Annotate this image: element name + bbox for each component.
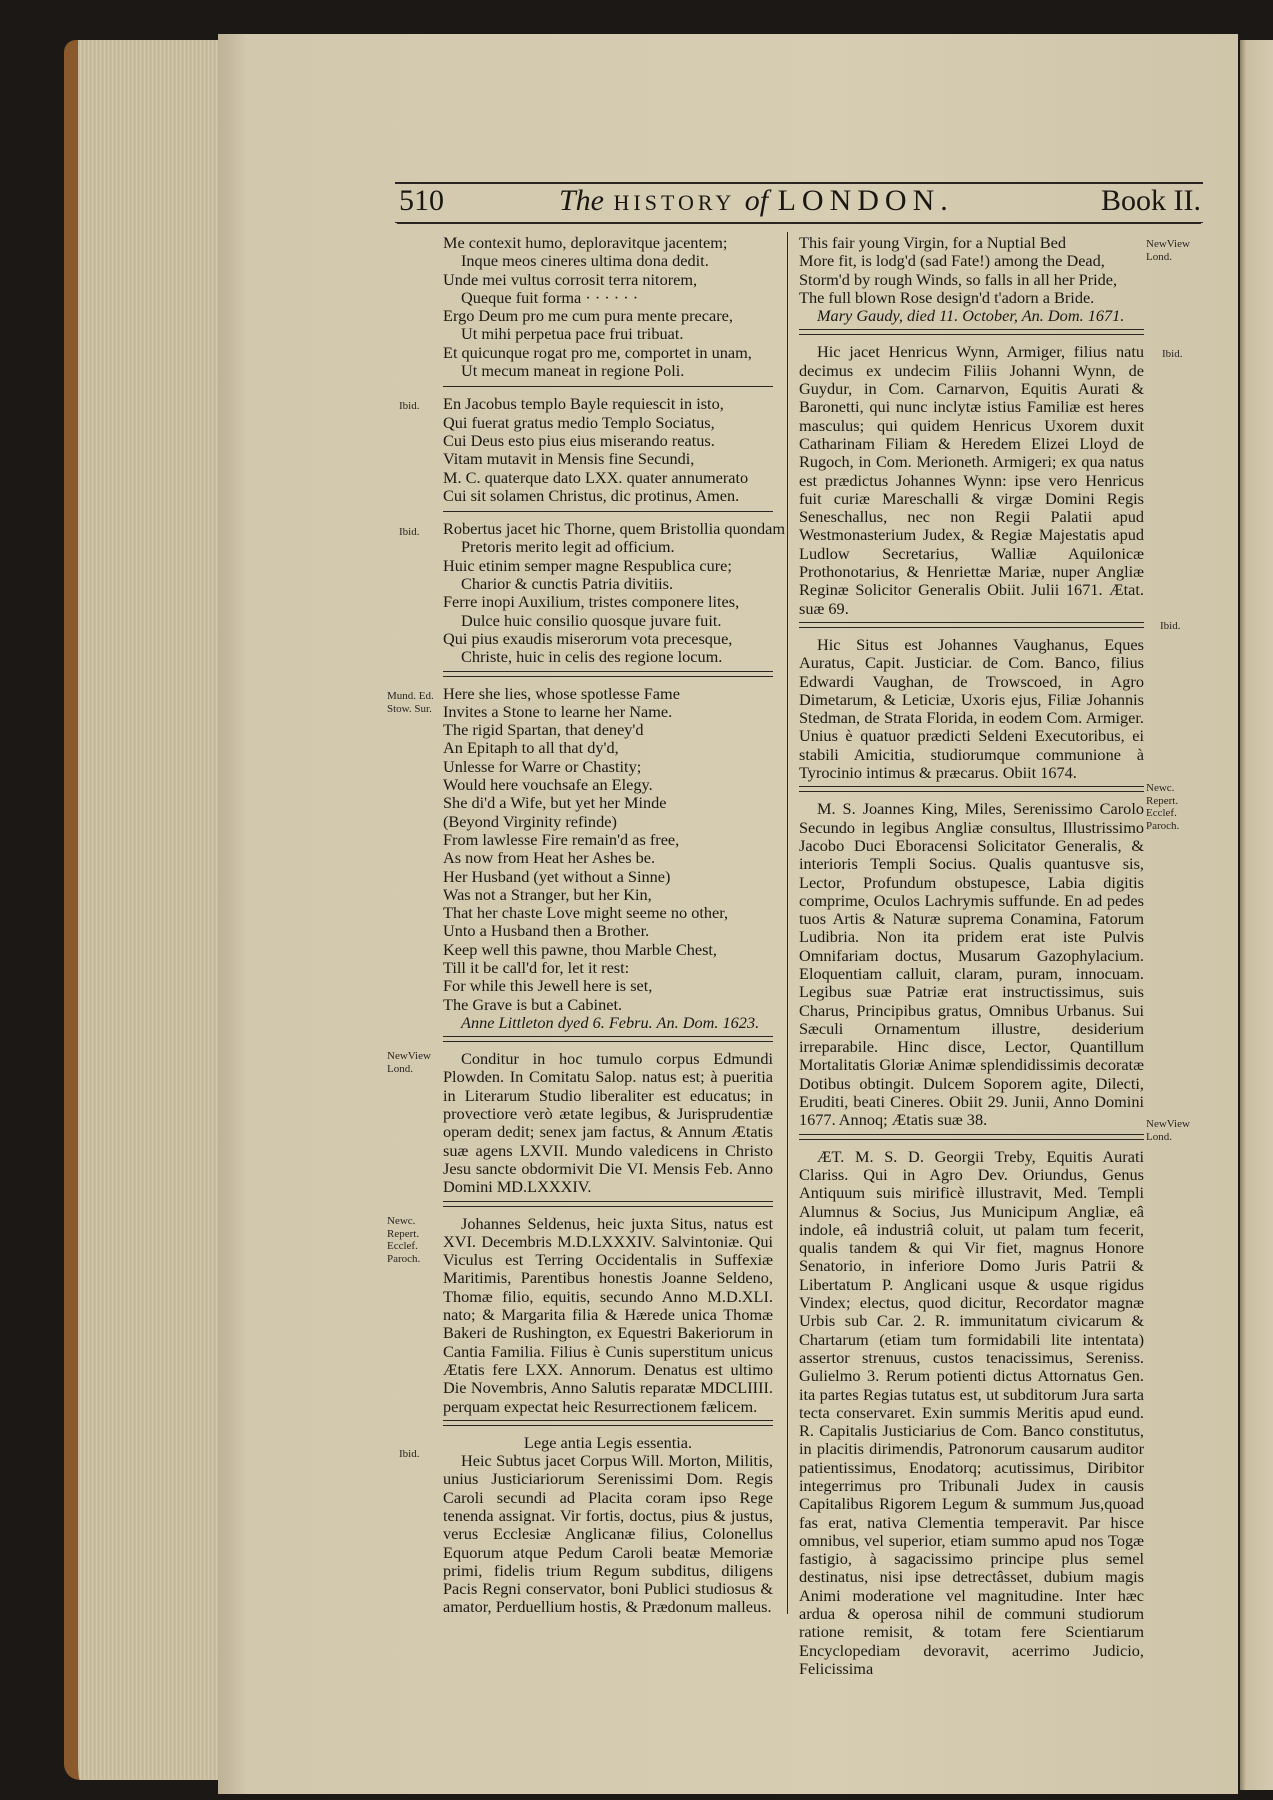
margin-note [1146, 782, 1179, 832]
margin-note [1146, 1118, 1190, 1143]
verse-line: Would here vouchsafe an Elegy. [443, 775, 653, 795]
verse-line: Et quicunque rogat pro me, comportet in unam, [443, 342, 752, 362]
margin-note-line: NewView [387, 1050, 431, 1062]
verse-line: Till it be call'd for, let it rest: [443, 957, 630, 977]
verse-line: Unde mei vultus corrosit terra nitorem, [443, 269, 698, 289]
verse-line: Dulce huic consilio quosque juvare fuit. [461, 610, 722, 630]
verse-line: The rigid Spartan, that deney'd [443, 720, 644, 740]
epitaph-selden: Johannes Seldenus, heic juxta Situs, natus est XVI. Decembris M.D.LXXXIV. Salvintoniæ. Qui Viculus est Terring Occidentalis in Suffexiæ Maritimis, Parentibus honestis Joanne Seldeno, Thomæ filio, equitis, secundo Anno M.D.XLI. nato; & Margarita filia & Hærede unica Thomæ Bakeri de Rushington, ex Equestri Bakeriorum in Cantia Familia. Filius è Cunis superstitum unicus Ætatis fere LXX. Annorum. Denatus est ultimo Die Novembris, Anno Salutis reparatæ MDCLIIII. perquam expectat heic Resurrectionem fælicem. [443, 1213, 773, 1416]
epitaph-plowden: Conditur in hoc tumulo corpus Edmundi Plowden. In Comitatu Salop. natus est; à pueritia in Literarum Studio liberaliter est educatus; in provectiore verò ætate legibus, & Jurisprudentiæ operam dedit; senex jam factus, & Annum Ætatis suæ agens LXVII. Mundo valedicens in Christo Jesu sancte obdormivit Die VI. Mensis Feb. Anno Domini MD.LXXXIV. [443, 1049, 773, 1197]
margin-note-line: NewView [1146, 238, 1190, 250]
verse-line: That her chaste Love might seeme no other, [443, 903, 729, 923]
margin-note [387, 690, 434, 715]
verse-line: More fit, is lodg'd (sad Fate!) among the Dead, [799, 251, 1105, 271]
margin-note [387, 1215, 420, 1265]
separator-double-rule [799, 1134, 1144, 1140]
epitaph-vaughan: Hic Situs est Johannes Vaughanus, Eques Auratus, Capit. Justiciar. de Com. Banco, filius Edwardi Vaughan, de Trowscoed, in Agro Dimetarum, & Leticiæ, Uxoris ejus, Filiæ Johannis Stedman, de Strata Florida, in eodem Com. Armiger. Unius è quatuor prædicti Seldeni Executoribus, ei stabili Amicitia, studiorumque communione à Tyrocinio intimus & præcarus. Obiit 1674. [799, 634, 1144, 783]
verse-line: Her Husband (yet without a Sinne) [443, 866, 671, 886]
margin-note-line: Repert. [1146, 794, 1179, 807]
verse-line: Cui Deus esto pius eius miserando reatus. [443, 430, 715, 450]
epitaph-king: M. S. Joannes King, Miles, Serenissimo Carolo Secundo in legibus Angliæ consultus, Illustrissimo Jacobo Duci Eboracensi Solicitator Generalis, & interioris Templi Socius. Qualis quantusve sis, Lector, Profundum obstupesce, Labia digitis comprime, Oculos Lachrymis suffunde. En ad pedes tuos Artis & Naturæ suprema Conamina, Fatorum Ludibria. Non ita pridem erat iste Pulvis Omnifariam doctus, Musarum Gazophylacium. Eloquentiam calluit, claram, puram, innocuam. Legibus suæ Patriæ erat instructissimus, suis Charus, Principibus gratus, Omnibus Urbanus. Sui Sæculi Ornamentum illustre, desiderium irreparabile. Hinc disce, Lector, Quantillum Mortalitatis Gloriæ Animæ splendidissimis decoratæ Dotibus obtingit. Dulcem Soporem agite, Dilecti, Eruditi, beati Cineres. Obiit 29. Junii, Anno Domini 1677. Annoq; Ætatis suæ 38. [799, 799, 1144, 1130]
verse-line: Ut mihi perpetua pace frui tribuat. [461, 324, 684, 344]
epitaph-treby: ÆT. M. S. D. Georgii Treby, Equitis Aurati Clariss. Qui in Agro Dev. Oriundus, Genus Antiquum suis mirificè illustravit, Med. Templi Alumnus & Socius, Jus Municipum Angliæ, eâ indole, eâ industriâ coluit, ut palam tum fecerit, qualis tandem & qui Vir fiet, magnus Honore Senatorio, in inferiore Domo Juris Patrii & Libertatum P. Anglicani usque & usque rigidus Vindex; electus, quod dicitur, Recordator magnæ Urbis sub Car. 2. R. immunitatum civicarum & Chartarum (etiam tum formidabili lite intentata) assertor strenuus, custos tenacissimus, Sereniss. Gulielmo 3. Rerum potienti dictus Attornatus Gen. ita partes Regias tutatus est, ut subditorum Jura sarta tecta conservaret. Exin summis Meritis apud eund. R. Capitalis Justiciarius de Com. Banco constitutus, in placitis dirimendis, Patronorum causarum auditor patientissimus, Enodatorq; acutissimus, Diribitor integerrimus pro Tribunali Judex in causis Capitalibus Rigorem Legum & summum Jus,quoad fas erat, nativa Clementia temperavit. Par hisce omnibus, vel superior, etiam summo apud nos Togæ fastigio, à sagacissimo principe plus semel destinatus, nisi ipse detrectâsset, dubium magis Animi moderatione vel magnitudine. Inter hæc ardua & operosa nihil de communi studiorum ratione remisit, & totam fere Scientiarum Encyclopediam devoravit, acerrimo Judicio, Felicissima [799, 1146, 1144, 1678]
epitaph-littleton [443, 685, 773, 1014]
verse-line: Pretoris merito legit ad officium. [461, 537, 675, 557]
verse-line: Me contexit humo, deploravitque jacentem; [443, 233, 728, 252]
left-column [443, 233, 785, 1617]
verse-line: Christe, huic in celis des regione locum. [461, 647, 723, 667]
verse-line: For while this Jewell here is set, [443, 976, 653, 996]
separator-double-rule [443, 1420, 773, 1426]
margin-note-line: Lond. [387, 1062, 413, 1075]
margin-note: Ibid. [1162, 348, 1183, 360]
verse-line: From lawlesse Fire remain'd as free, [443, 829, 680, 849]
verse-line: This fair young Virgin, for a Nuptial Bed [799, 233, 1067, 252]
facing-page-edge [1240, 40, 1273, 1790]
verse-line: Robertus jacet hic Thorne, quem Bristollia quondam [443, 519, 785, 539]
separator-double-rule [799, 622, 1144, 628]
verse-line: Here she lies, whose spotlesse Fame [443, 683, 680, 703]
verse-line: Invites a Stone to learne her Name. [443, 701, 673, 721]
epitaph-wynn: Hic jacet Henricus Wynn, Armiger, filius natu decimus ex undecim Filiis Johanni Wynn, de Guydur, in Com. Carnarvon, Equitis Aurati & Baronetti, qui nunc inclytæ istius Familiæ est heres masculus; qui quidem Henricus Uxorem duxit Catharinam Filiam & Heredem Elizei Lloyd de Rugoch, in Com. Merioneth. Armigeri; ex qua natus est prædictus Johannes Wynn: ipse vero Henricus fuit curiæ Mareschalli & virgæ Domini Regis Seneschallus, nec non Regii Palatii apud Westmonasterium Judex, & Regiæ Majestatis apud Ludlow Secretarius, Walliæ Aquilonicæ Prothonotarius, & Henriettæ Mariæ, nuper Angliæ Reginæ Solicitor Generalis Obiit. Julii 1671. Ætat. suæ 69. [799, 342, 1144, 618]
epitaph-thorne [443, 519, 785, 667]
verse-line: Vitam mutavit in Mensis fine Secundi, [443, 449, 695, 469]
verse-line: Ergo Deum pro me cum pura mente precare, [443, 306, 733, 326]
epitaph-bayle [443, 395, 773, 505]
column-divider [787, 232, 788, 1614]
separator-double-rule [443, 1201, 773, 1207]
epitaph-latin-verse [443, 234, 773, 380]
right-column [799, 234, 1144, 1678]
margin-note-line: Ecclef. [387, 1240, 418, 1252]
verse-line: Ferre inopi Auxilium, tristes componere lites, [443, 592, 740, 612]
margin-note-line: Ecclef. [1146, 807, 1177, 819]
margin-note-line: Repert. [387, 1227, 420, 1240]
margin-note-line: Mund. Ed. [387, 690, 434, 702]
verse-line: Queque fuit forma · · · · · · [461, 287, 639, 307]
verse-line: Storm'd by rough Winds, so falls in all her Pride, [799, 269, 1118, 289]
margin-note-line: Lond. [1146, 1130, 1172, 1143]
epitaph-signature: Mary Gaudy, died 11. October, An. Dom. 1671. [817, 306, 1125, 326]
margin-note: Ibid. [1160, 620, 1181, 632]
epitaph-heading: Lege antia Legis essentia. [523, 1432, 693, 1452]
verse-line: The Grave is but a Cabinet. [443, 994, 623, 1014]
margin-note: Ibid. [399, 400, 420, 412]
margin-note [387, 1050, 431, 1075]
margin-note-line: Paroch. [387, 1252, 421, 1265]
separator-double-rule [799, 329, 1144, 335]
verse-line: Was not a Stranger, but her Kin, [443, 884, 652, 904]
page-number: 510 [399, 184, 444, 217]
separator-double-rule [799, 786, 1144, 792]
separator-rule [443, 511, 773, 512]
margin-note-line: Newc. [387, 1215, 416, 1227]
running-title: The HISTORY of LONDON. [559, 184, 954, 217]
margin-note-line: Paroch. [1146, 819, 1180, 832]
verse-line: En Jacobus templo Bayle requiescit in isto, [443, 394, 724, 414]
verse-line: (Beyond Virginity refinde) [443, 811, 617, 831]
separator-rule [443, 386, 773, 387]
verse-line: She di'd a Wife, but yet her Minde [443, 793, 667, 813]
margin-note-line: Newc. [1146, 782, 1175, 794]
verse-line: As now from Heat her Ashes be. [443, 848, 656, 868]
verse-line: An Epitaph to all that dy'd, [443, 738, 619, 758]
margin-note-line: NewView [1146, 1118, 1190, 1130]
separator-double-rule [443, 1036, 773, 1042]
verse-line: M. C. quaterque dato LXX. quater annumerato [443, 467, 749, 487]
verse-line: Qui fuerat gratus medio Templo Sociatus, [443, 412, 715, 432]
margin-note: Ibid. [399, 1448, 420, 1460]
margin-note [1146, 238, 1190, 263]
separator-double-rule [443, 671, 773, 677]
verse-line: Ut mecum maneat in regione Poli. [461, 361, 685, 381]
verse-line: Unlesse for Warre or Chastity; [443, 756, 642, 776]
margin-note-line: Lond. [1146, 250, 1172, 263]
running-header [395, 182, 1203, 223]
book-label: Book II. [1101, 184, 1201, 217]
book-page-edges [64, 40, 236, 1780]
verse-line: Inque meos cineres ultima dona dedit. [461, 251, 709, 271]
margin-note: Ibid. [399, 526, 420, 538]
verse-line: Charior & cunctis Patria divitiis. [461, 574, 674, 594]
epitaph-gaudy [799, 234, 1144, 307]
epitaph-morton: Heic Subtus jacet Corpus Will. Morton, Militis, unius Justiciariorum Serenissimi Dom. Regis Caroli secundi ad Placita coram ipso Rege tenenda assignat. Vir fortis, doctus, pius & justus, verus Ecclesiæ Anglicanæ filius, Colonellus Equorum atque Pedum Caroli beatæ Memoriæ primi, fidelis trium Regum subditus, diligens Pacis Regni conservator, boni Publici studiosus & amator, Perduellium hostis, & Prædonum malleus. [443, 1451, 773, 1617]
verse-line: Qui pius exaudis miserorum vota precesque, [443, 628, 733, 648]
verse-line: The full blown Rose design'd t'adorn a Bride. [799, 287, 1095, 307]
epitaph-signature: Anne Littleton dyed 6. Febru. An. Dom. 1623. [461, 1012, 760, 1032]
verse-line: Huic etinim semper magne Respublica cure; [443, 555, 732, 575]
verse-line: Cui sit solamen Christus, dic protinus, Amen. [443, 485, 740, 505]
verse-line: Unto a Husband then a Brother. [443, 921, 650, 941]
verse-line: Keep well this pawne, thou Marble Chest, [443, 939, 718, 959]
margin-note-line: Stow. Sur. [387, 702, 432, 715]
